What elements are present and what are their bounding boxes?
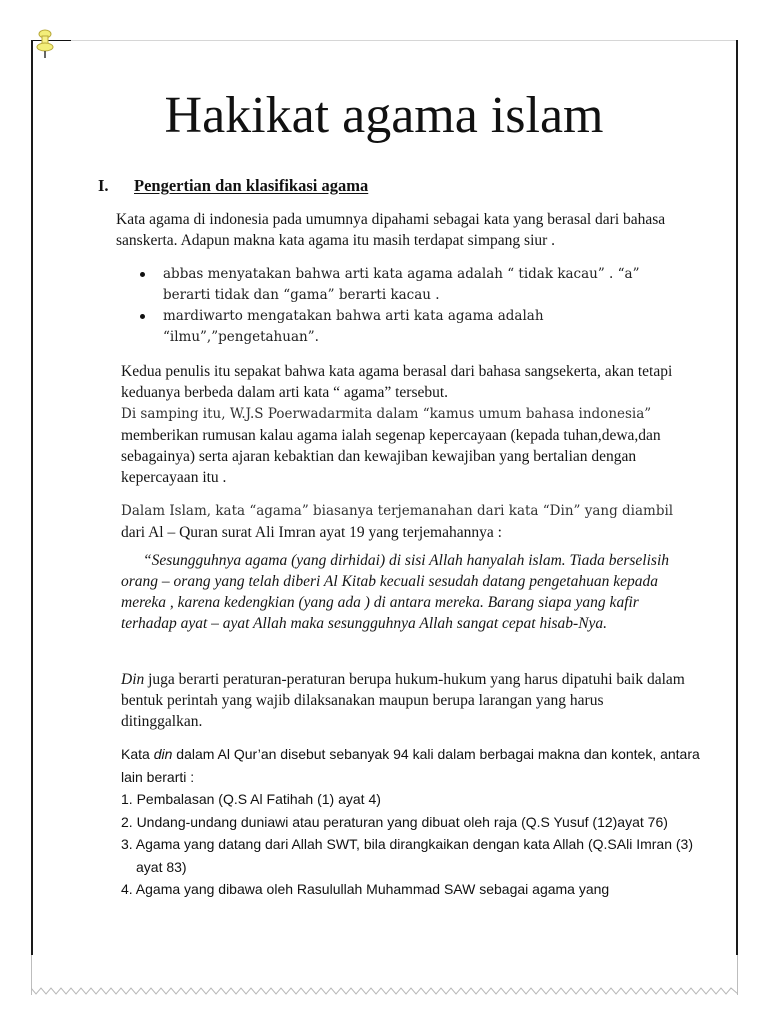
bullet-icon — [140, 272, 145, 277]
din-term: din — [153, 746, 173, 762]
din-term: Din — [121, 671, 145, 688]
paragraph-text: memberikan rumusan kalau agama ialah segenap kepercayaan (kepada tuhan,dewa,dan sebagainya) serta ajaran kebaktian dan kewajiban kewajiban yang bertalian dengan kepercayaan itu . — [121, 427, 661, 486]
numbered-item: 2. Undang-undang duniawi atau peraturan yang dibuat oleh raja (Q.S Yusuf (12)ayat 76) — [121, 813, 668, 830]
torn-page-edge — [31, 986, 738, 996]
paragraph-text: Di samping itu, W.J.S Poerwadarmita dalam “kamus umum bahasa indonesia” — [121, 406, 652, 422]
numbered-item: 4. Agama yang dibawa oleh Rasulullah Muhammad SAW sebagai agama yang — [121, 881, 610, 897]
section-heading-text: Pengertian dan klasifikasi agama — [134, 176, 369, 195]
pushpin-icon[interactable] — [34, 28, 56, 60]
section-number: I. — [98, 176, 109, 195]
page-right-border — [736, 40, 738, 955]
section-heading — [98, 176, 368, 196]
paragraph-text: dari Al – Quran surat Ali Imran ayat 19 yang terjemahannya : — [121, 524, 502, 541]
paragraph-text: juga berarti peraturan-peraturan berupa hukum-hukum yang harus dipatuhi baik dalam bentuk perintah yang wajib dilaksanakan maupun berupa larangan yang harus ditinggalkan. — [121, 671, 685, 730]
paragraph-text: Kedua penulis itu sepakat bahwa kata agama berasal dari bahasa sangsekerta, akan tetapi keduanya berbeda dalam arti kata “ agama” tersebut. — [121, 363, 673, 401]
bullet-text: abbas menyatakan bahwa arti kata agama adalah “ tidak kacau” . “a” berarti tidak dan “gama” berarti kacau . — [163, 266, 640, 303]
list-item — [137, 264, 682, 306]
din-lead-text: Kata din dalam Al Qur’an disebut sebanyak 94 kali dalam berbagai makna dan kontek, antara lain berarti : — [121, 746, 700, 785]
quote-text: “Sesungguhnya agama (yang dirhidai) di sisi Allah hanyalah islam. Tiada berselisih orang – orang yang telah diberi Al Kitab kecuali sesudah datang pengetahuan kepada mereka , karena kedengkian (yang ada ) di antara mereka. Barang siapa yang kafir terhadap ayat – ayat Allah maka sesungguhnya Allah sangat cepat hisab-Nya. — [121, 552, 670, 632]
list-item — [137, 306, 682, 348]
paragraph-text: Dalam Islam, kata “agama” biasanya terjemanahan dari kata “Din” yang diambil — [121, 503, 674, 519]
paragraph-din-meaning — [121, 669, 686, 732]
numbered-item: 1. Pembalasan (Q.S Al Fatihah (1) ayat 4) — [121, 791, 381, 807]
din-meanings-section — [121, 743, 701, 901]
bullet-text: mardiwarto mengatakan bahwa arti kata agama adalah “ilmu”,”pengetahuan”. — [163, 308, 544, 345]
numbered-item: 3. Agama yang datang dari Allah SWT, bila dirangkaikan dengan kata Allah (Q.SAli Imran (3) ayat 83) — [121, 836, 693, 875]
bullet-icon — [140, 314, 145, 319]
paragraph-poerwadarmita — [121, 361, 686, 488]
quran-quote — [121, 550, 686, 634]
page-left-border — [31, 40, 33, 955]
document-title: Hakikat agama islam — [164, 87, 604, 144]
page-top-edge — [31, 40, 737, 41]
intro-paragraph: Kata agama di indonesia pada umumnya dipahami sebagai kata yang berasal dari bahasa sanskerta. Adapun makna kata agama itu masih terdapat simpang siur . — [116, 211, 666, 249]
paragraph-din-origin — [121, 500, 686, 543]
definition-bullet-list — [137, 264, 682, 348]
